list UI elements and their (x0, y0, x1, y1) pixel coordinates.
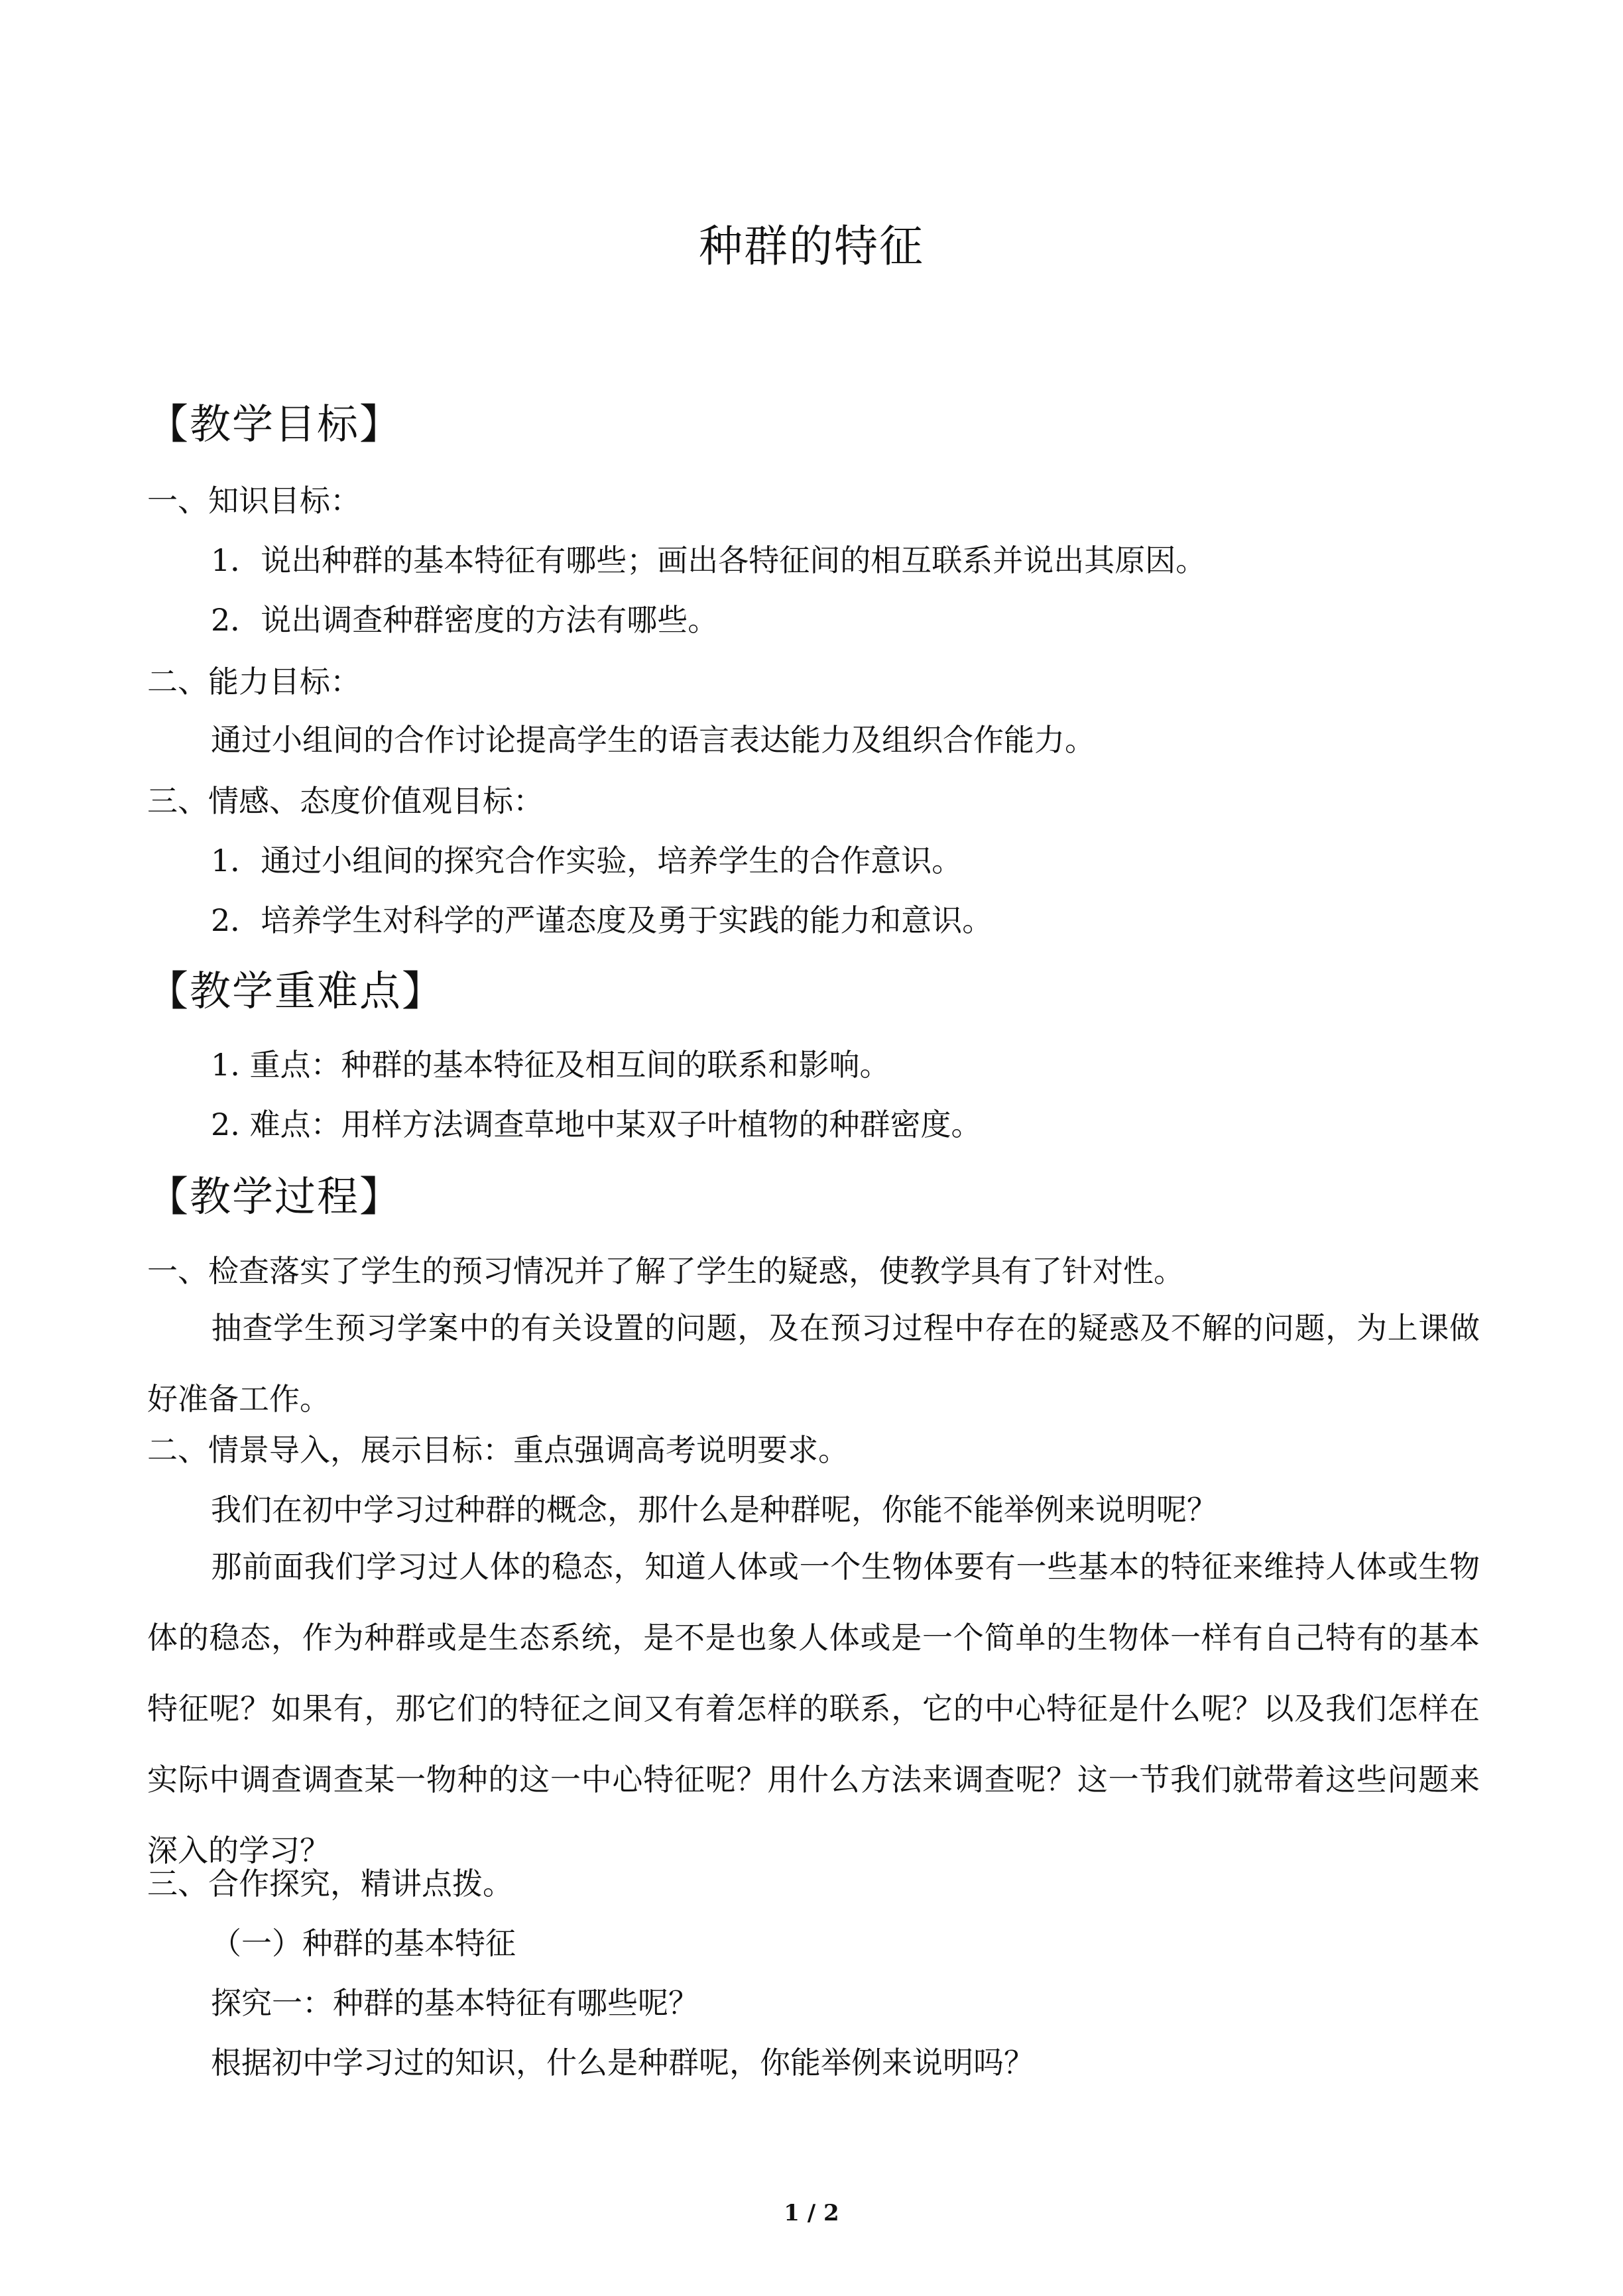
process-step-3: 三、合作探究，精讲点拨。 (147, 1866, 513, 1902)
section-heading-key-points: 【教学重难点】 (147, 967, 445, 1015)
process-step-2-paragraph-2-text: 那前面我们学习过人体的稳态，知道人体或一个生物体要有一些基本的特征来维持人体或生物体的稳态，作为种群或是生态系统，是不是也象人体或是一个简单的生物体一样有自己特有的基本特征呢？如果有，那它们的特征之间又有着怎样的联系，它的中心特征是什么呢？以及我们怎样在实际中调查调查某一物种的这一中心特征呢？用什么方法来调查呢？这一节我们就带着这些问题来深入的学习？ (147, 1549, 1480, 1868)
key-point-2: 2. 难点：用样方法调查草地中某双子叶植物的种群密度。 (211, 1107, 982, 1142)
process-step-2-paragraph-2 (147, 1532, 1480, 1886)
process-step-1-detail-text: 抽查学生预习学案中的有关设置的问题，及在预习过程中存在的疑惑及不解的问题，为上课做好准备工作。 (147, 1310, 1480, 1417)
process-step-1-detail (147, 1293, 1480, 1435)
process-step-2-paragraph-1: 我们在初中学习过种群的概念，那什么是种群呢，你能不能举例来说明呢？ (211, 1492, 1217, 1528)
emotion-goal-item-1: 1．通过小组间的探究合作实验，培养学生的合作意识。 (211, 843, 963, 878)
section-heading-objectives: 【教学目标】 (147, 400, 402, 448)
page-number: 1 / 2 (784, 2200, 839, 2226)
subsection-basic-features: （一）种群的基本特征 (211, 1925, 516, 1961)
knowledge-goal-item-2: 2．说出调查种群密度的方法有哪些。 (211, 602, 719, 638)
explore-1-question: 探究一：种群的基本特征有哪些呢？ (211, 1985, 699, 2021)
emotion-goal-label: 三、情感、态度价值观目标： (147, 783, 544, 819)
knowledge-goal-item-1: 1．说出种群的基本特征有哪些；画出各特征间的相互联系并说出其原因。 (211, 542, 1207, 578)
document-title: 种群的特征 (699, 221, 924, 272)
key-point-1: 1. 重点：种群的基本特征及相互间的联系和影响。 (211, 1047, 890, 1083)
emotion-goal-item-2: 2．培养学生对科学的严谨态度及勇于实践的能力和意识。 (211, 902, 993, 938)
section-heading-process: 【教学过程】 (147, 1172, 402, 1221)
process-step-2: 二、情景导入，展示目标：重点强调高考说明要求。 (147, 1432, 849, 1468)
ability-goal-item-1: 通过小组间的合作讨论提高学生的语言表达能力及组织合作能力。 (211, 722, 1095, 758)
ability-goal-label: 二、能力目标： (147, 664, 361, 699)
explore-1-prompt: 根据初中学习过的知识，什么是种群呢，你能举例来说明吗？ (211, 2045, 1034, 2081)
process-step-1: 一、检查落实了学生的预习情况并了解了学生的疑惑，使教学具有了针对性。 (147, 1253, 1184, 1289)
knowledge-goal-label: 一、知识目标： (147, 483, 361, 518)
